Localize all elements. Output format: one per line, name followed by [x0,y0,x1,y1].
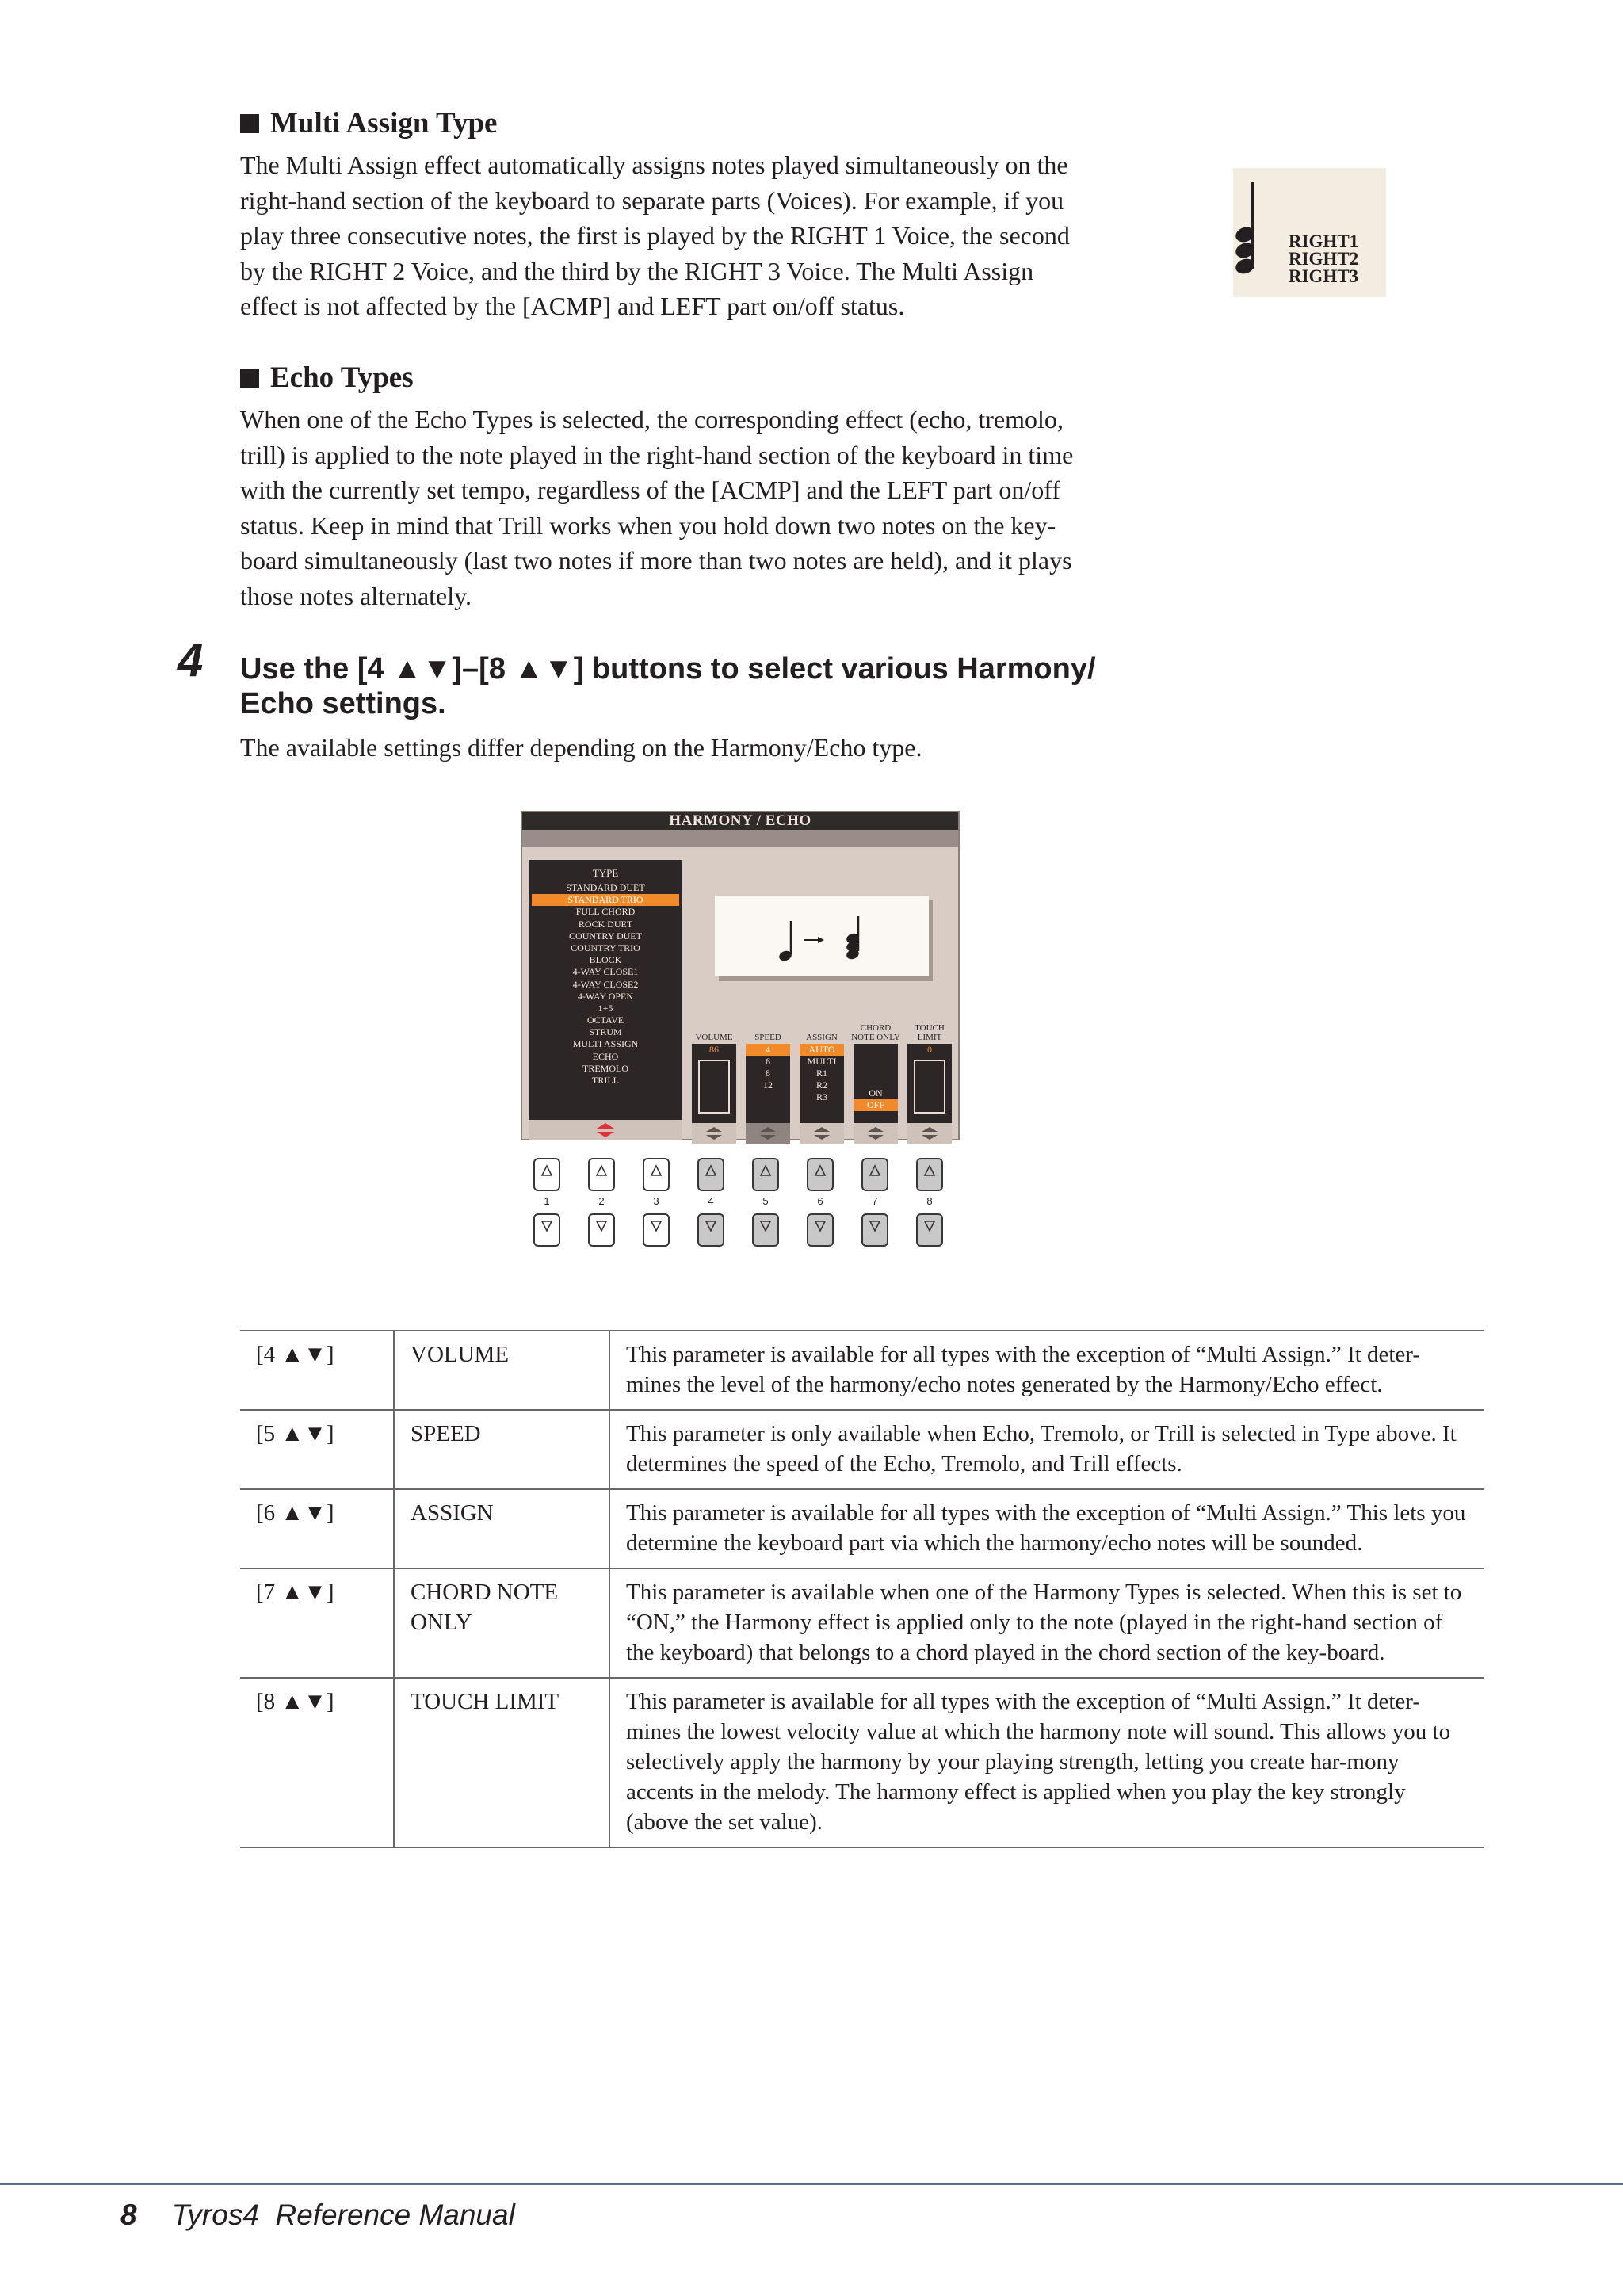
panel-button-2-down[interactable] [588,1213,615,1247]
panel-button-number: 3 [653,1195,659,1207]
type-list-item[interactable]: ECHO [592,1050,619,1062]
type-list-item[interactable]: OCTAVE [586,1014,624,1026]
param-label-line: TOUCH [915,1023,945,1033]
multi-assign-paragraph [240,147,1151,324]
voice-label-right3: RIGHT3 [1289,266,1359,286]
para-line: The Multi Assign effect automatically assigns notes played simultaneously on the [240,151,1068,179]
table-cell-button: [8 ▲▼] [240,1678,394,1847]
up-triangle-icon [814,1164,827,1177]
type-list-item[interactable]: 4-WAY CLOSE2 [572,978,639,990]
type-list-item[interactable]: STANDARD DUET [566,882,645,893]
type-list-item[interactable]: 4-WAY CLOSE1 [572,966,639,978]
assign-option: R3 [815,1091,827,1102]
type-list [532,882,679,1087]
panel-button-5-down[interactable] [752,1213,779,1247]
speed-value: 4 [746,1044,790,1056]
panel-button-8-up[interactable] [916,1158,943,1191]
assign-scroll-button[interactable] [800,1123,844,1144]
footer-rule [0,2183,1623,2185]
chord-note-value: OFF [854,1099,898,1111]
touch-limit-scroll-button[interactable] [907,1123,952,1144]
speed-option: 8 [766,1068,770,1079]
table-row [240,1568,1484,1678]
manual-title: Tyros4 Reference Manual [171,2199,515,2231]
up-triangle-icon [540,1164,553,1177]
table-row [240,1489,1484,1568]
para-line: those notes alternately. [240,581,472,610]
panel-button-7-down[interactable] [861,1213,888,1247]
up-triangle-icon [705,1164,717,1177]
down-triangle-icon [540,1220,553,1232]
type-list-box [529,860,682,1123]
param-label-volume: VOLUME [695,1033,733,1042]
para-line: status. Keep in mind that Trill works when you hold down two notes on the key- [240,510,1056,540]
down-triangle-icon [595,1220,608,1232]
table-cell-desc: This parameter is available for all types with the exception of “Multi Assign.” This lets you determine the keyboard part via which the harmony/echo notes will be sounded. [609,1489,1484,1568]
panel-button-6-up[interactable] [807,1158,834,1191]
down-triangle-icon [650,1220,663,1232]
touch-limit-value: 0 [927,1044,932,1055]
param-label-line: LIMIT [917,1033,942,1042]
param-label-line: CHORD [860,1023,892,1033]
step-title-line: Echo settings. [240,687,446,720]
type-list-item[interactable]: FULL CHORD [575,906,636,918]
assign-option: R2 [815,1079,827,1091]
param-label-assign: ASSIGN [806,1033,838,1042]
panel-button-5-up[interactable] [752,1158,779,1191]
panel-button-2-up[interactable] [588,1158,615,1191]
panel-button-3-up[interactable] [643,1158,670,1191]
param-column-chord-note-only[interactable] [854,1044,898,1123]
touch-limit-slider[interactable] [914,1060,945,1114]
down-triangle-icon [705,1220,717,1232]
speed-scroll-button[interactable] [746,1123,790,1144]
para-line: trill) is applied to the note played in the right-hand section of the keyboard in time [240,440,1074,469]
right-voices-illustration [1233,168,1386,297]
down-triangle-icon [759,1220,772,1232]
type-list-item[interactable]: TREMOLO [582,1062,628,1074]
type-list-item[interactable]: BLOCK [589,954,622,966]
para-line: by the RIGHT 2 Voice, and the third by the RIGHT 3 Voice. The Multi Assign [240,256,1034,285]
type-list-item[interactable]: MULTI ASSIGN [572,1038,639,1050]
down-triangle-icon [869,1220,881,1232]
speed-option: 6 [766,1056,770,1067]
up-triangle-icon [759,1164,772,1177]
harmony-preview-panel [715,896,929,976]
param-label-touch-limit [903,1023,957,1042]
panel-button-1-down[interactable] [533,1213,560,1247]
table-cell-desc: This parameter is available for all types with the exception of “Multi Assign.” It deter-mines the lowest velocity value at which the harmony note will sound. This allows you to selectively apply the harmony by your playing strength, letting you create har-mony accents in the melody. The harmony effect is applied when you play the key strongly (above the set value). [609,1678,1484,1847]
para-line: right-hand section of the keyboard to separate parts (Voices). For example, if you [240,185,1064,215]
panel-button-4-up[interactable] [697,1158,724,1191]
volume-scroll-button[interactable] [692,1123,736,1144]
panel-button-3-down[interactable] [643,1213,670,1247]
param-column-assign[interactable] [800,1044,844,1123]
table-cell-param: TOUCH LIMIT [394,1678,609,1847]
table-cell-button: [7 ▲▼] [240,1568,394,1678]
param-label-chord-note-only [849,1023,903,1042]
table-cell-param: VOLUME [394,1331,609,1410]
panel-button-4-down[interactable] [697,1213,724,1247]
panel-button-1-up[interactable] [533,1158,560,1191]
screen-subtitle-bar [522,830,958,847]
param-column-speed[interactable] [746,1044,790,1123]
harmony-echo-screen [521,811,960,1140]
type-list-item[interactable]: COUNTRY TRIO [571,942,640,953]
down-triangle-icon [814,1220,827,1232]
screen-title: HARMONY / ECHO [522,812,958,830]
param-column-touch-limit[interactable] [907,1044,952,1123]
step-number: 4 [178,635,204,686]
voice-label-right2: RIGHT2 [1289,249,1359,269]
up-triangle-icon [869,1164,881,1177]
panel-button-number: 8 [926,1195,933,1207]
para-line: When one of the Echo Types is selected, the corresponding effect (echo, tremolo, [240,405,1064,434]
para-line: board simultaneously (last two notes if more than two notes are held), and it plays [240,546,1072,575]
down-triangle-icon [923,1220,936,1232]
table-cell-desc: This parameter is only available when Echo, Tremolo, or Trill is selected in Type above. It determines the speed of the Echo, Tremolo, and Trill effects. [609,1410,1484,1489]
table-row [240,1331,1484,1410]
para-line: effect is not affected by the [ACMP] and LEFT part on/off status. [240,292,905,321]
panel-button-number: 7 [872,1195,878,1207]
panel-button-number: 4 [708,1195,714,1207]
square-bullet-icon [240,369,259,388]
square-bullet-icon [240,114,259,133]
table-cell-button: [6 ▲▼] [240,1489,394,1568]
type-list-item[interactable]: ROCK DUET [578,918,633,930]
param-label-line: NOTE ONLY [851,1033,900,1042]
type-list-item[interactable]: 1+5 [598,1002,613,1014]
assign-option: MULTI [807,1056,837,1067]
table-cell-button: [4 ▲▼] [240,1331,394,1410]
para-line: play three consecutive notes, the first is played by the RIGHT 1 Voice, the second [240,221,1070,250]
up-triangle-icon [923,1164,936,1177]
heading-text: Multi Assign Type [270,107,498,139]
type-list-item[interactable]: STRUM [589,1026,622,1038]
voice-label-right1: RIGHT1 [1289,231,1359,251]
page-number: 8 [120,2199,137,2231]
section-heading-multi-assign [240,106,497,140]
table-cell-param: ASSIGN [394,1489,609,1568]
type-header: TYPE [592,867,619,879]
assign-value: AUTO [800,1044,844,1056]
table-row [240,1410,1484,1489]
chord-note-scroll-button[interactable] [854,1123,898,1144]
echo-types-paragraph [240,402,1151,614]
panel-button-7-up[interactable] [861,1158,888,1191]
table-cell-param: CHORD NOTE ONLY [394,1568,609,1678]
heading-text: Echo Types [270,361,414,394]
chord-note-option: ON [869,1087,883,1098]
page-footer [120,2199,515,2232]
volume-value: 86 [709,1044,719,1055]
type-scroll-button[interactable] [529,1120,682,1140]
panel-button-number: 6 [817,1195,823,1207]
param-label-speed: SPEED [754,1033,781,1042]
up-triangle-icon [595,1164,608,1177]
section-heading-echo-types [240,361,414,395]
table-cell-param: SPEED [394,1410,609,1489]
panel-button-number: 1 [544,1195,550,1207]
panel-button-8-down[interactable] [916,1213,943,1247]
panel-button-number: 2 [598,1195,605,1207]
table-cell-desc: This parameter is available for all types with the exception of “Multi Assign.” It deter-mines the level of the harmony/echo notes generated by the Harmony/Echo effect. [609,1331,1484,1410]
voice-labels [1289,233,1358,285]
note-to-chord-icon [715,896,929,976]
speed-option: 12 [763,1079,773,1091]
up-triangle-icon [650,1164,663,1177]
step-title-line: Use the [4 ▲▼]–[8 ▲▼] buttons to select various Harmony/ [240,652,1096,686]
parameter-table [240,1330,1484,1848]
type-list-item[interactable]: TRILL [592,1075,619,1086]
panel-button-6-down[interactable] [807,1213,834,1247]
step-title [240,651,1191,721]
para-line: with the currently set tempo, regardless of the [ACMP] and the LEFT part on/off [240,476,1061,505]
type-list-item[interactable]: STANDARD TRIO [532,894,679,906]
table-row [240,1678,1484,1847]
panel-button-number: 5 [762,1195,769,1207]
volume-slider[interactable] [698,1060,730,1114]
type-list-item[interactable]: 4-WAY OPEN [577,990,634,1002]
type-list-item[interactable]: COUNTRY DUET [569,930,642,942]
table-cell-desc: This parameter is available when one of the Harmony Types is selected. When this is set to “ON,” the Harmony effect is applied only to the note (played in the right-hand section of the keyboard) that belongs to a chord played in the chord section of the key-board. [609,1568,1484,1678]
assign-option: R1 [815,1068,827,1079]
param-column-volume[interactable] [692,1044,736,1123]
table-cell-button: [5 ▲▼] [240,1410,394,1489]
step-subtext: The available settings differ depending on the Harmony/Echo type. [240,733,922,762]
